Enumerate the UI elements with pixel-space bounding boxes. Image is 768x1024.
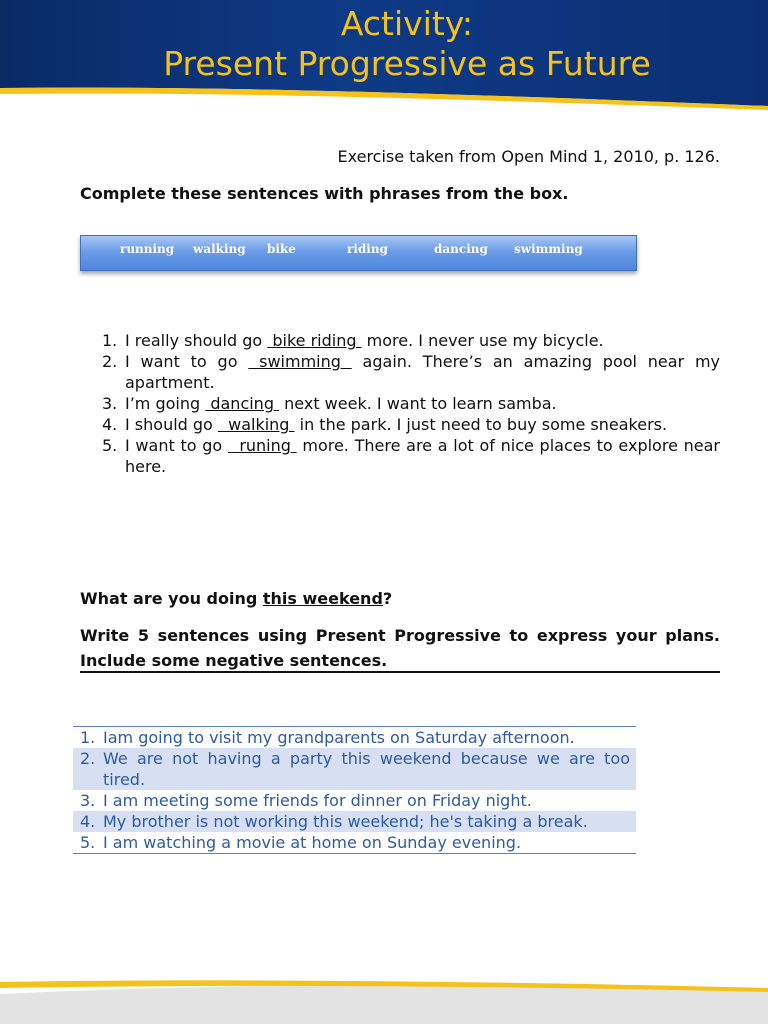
answer-blank: bike riding <box>267 331 362 350</box>
sentence-end: more. I never use my bicycle. <box>361 331 604 350</box>
write-instruction: Write 5 sentences using Present Progressive to express your plans. Include some negative sentences. <box>80 626 720 670</box>
title-line-2: Present Progressive as Future <box>163 44 651 83</box>
word-box-item: walking <box>193 242 246 256</box>
sentence-end: again. There’s an amazing pool near my apartment. <box>125 352 721 392</box>
word-box-item: swimming <box>514 242 583 256</box>
sentence-end: next week. I want to learn samba. <box>279 394 557 413</box>
question-start: What are you doing <box>80 589 263 608</box>
header-swoosh <box>0 84 768 112</box>
weekend-question <box>80 588 720 610</box>
word-box-item: dancing <box>434 242 488 256</box>
answers-table <box>73 726 636 854</box>
item-number: 5. <box>102 436 118 455</box>
word-box <box>80 235 637 271</box>
word-box-item: bike <box>267 242 296 256</box>
exercise-list <box>80 330 720 477</box>
answer-text: I am meeting some friends for dinner on Friday night. <box>103 791 532 810</box>
exercise-item <box>80 351 720 393</box>
page-title <box>0 4 768 84</box>
answer-row <box>73 727 636 748</box>
answer-row <box>73 790 636 811</box>
answer-blank: runing <box>227 436 297 455</box>
exercise-item <box>80 330 720 351</box>
sentence-end: in the park. I just need to buy some sneakers. <box>294 415 668 434</box>
source-citation: Exercise taken from Open Mind 1, 2010, p. 126. <box>337 147 720 166</box>
sentence-start: I want to go <box>125 352 249 371</box>
answer-number: 4. <box>80 812 96 831</box>
sentence-end: more. There are a lot of nice places to explore near here. <box>125 436 720 476</box>
answer-row <box>73 748 636 790</box>
answer-blank: swimming <box>248 352 352 371</box>
answer-blank: dancing <box>205 394 280 413</box>
divider-line <box>80 671 720 673</box>
sentence-start: I want to go <box>125 436 228 455</box>
exercise-item <box>80 393 720 414</box>
answer-text: Iam going to visit my grandparents on Saturday afternoon. <box>103 728 575 747</box>
answer-number: 3. <box>80 791 96 810</box>
item-number: 3. <box>102 394 118 413</box>
sentence-start: I should go <box>125 415 218 434</box>
answer-blank: walking <box>217 415 295 434</box>
exercise-item <box>80 414 720 435</box>
answer-number: 1. <box>80 728 96 747</box>
question-end: ? <box>382 589 393 608</box>
sentence-start: I really should go <box>125 331 268 350</box>
answer-number: 2. <box>80 749 96 768</box>
word-box-item: running <box>120 242 175 256</box>
footer-swoosh <box>0 976 768 1024</box>
answer-text: We are not having a party this weekend because we are too tired. <box>103 749 630 789</box>
answer-row <box>73 811 636 832</box>
answer-row <box>73 832 636 853</box>
answer-number: 5. <box>80 833 96 852</box>
question-underlined: this weekend <box>262 589 383 608</box>
item-number: 4. <box>102 415 118 434</box>
title-line-1: Activity: <box>340 4 474 43</box>
item-number: 2. <box>102 352 118 371</box>
answer-text: My brother is not working this weekend; he's taking a break. <box>103 812 588 831</box>
answer-text: I am watching a movie at home on Sunday evening. <box>103 833 522 852</box>
word-box-item: riding <box>347 242 388 256</box>
item-number: 1. <box>102 331 118 350</box>
instruction-heading: Complete these sentences with phrases from the box. <box>80 184 569 203</box>
exercise-item <box>80 435 720 477</box>
header-banner <box>0 0 768 112</box>
sentence-start: I’m going <box>125 394 206 413</box>
